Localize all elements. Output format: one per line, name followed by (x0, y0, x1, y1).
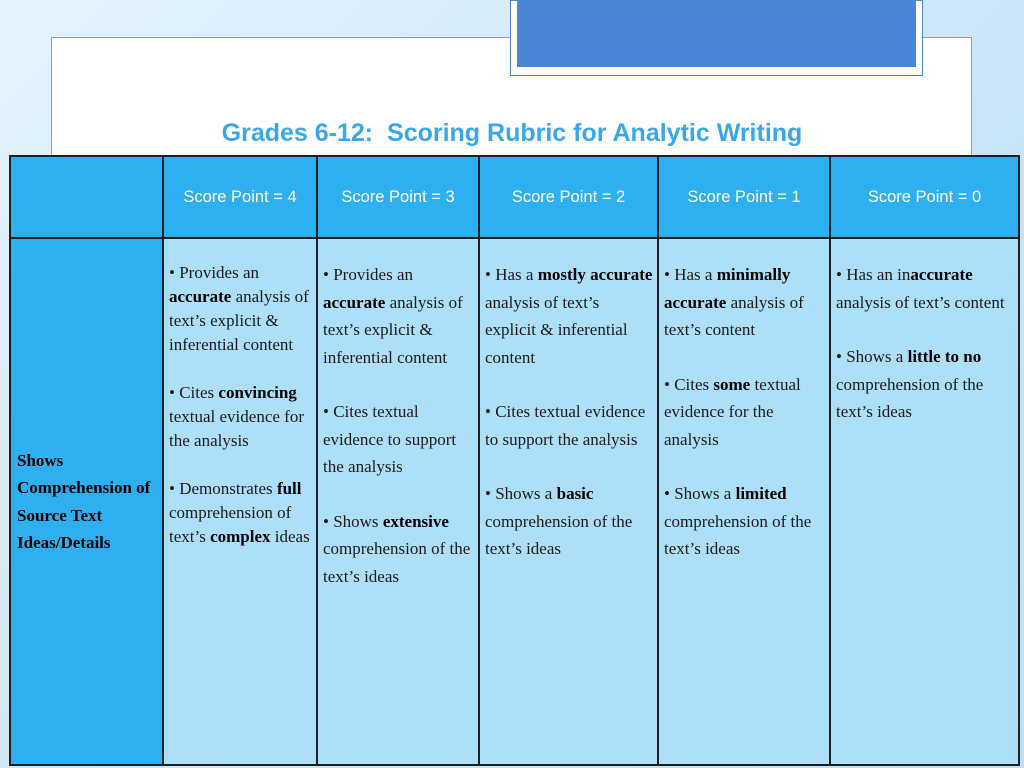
emphasis-text: convincing (218, 383, 297, 402)
criterion-bullet (323, 508, 474, 591)
row-label-comprehension: Shows Comprehension of Source Text Ideas/Details (10, 238, 163, 765)
emphasis-text: accurate (323, 292, 386, 312)
bullet-text: • Shows a (664, 484, 736, 503)
bullet-text: comprehension of the text’s ideas (485, 511, 633, 558)
criterion-bullet (485, 480, 653, 563)
bullet-text: • Has a (664, 265, 717, 284)
header-score-0: Score Point = 0 (830, 156, 1019, 238)
bullet-text: • Has an in (836, 265, 911, 284)
header-score-2: Score Point = 2 (479, 156, 658, 238)
criterion-bullet (323, 261, 474, 371)
criterion-bullet (485, 261, 653, 371)
bullet-text: analysis of text’s content (836, 292, 1005, 312)
criterion-bullet (485, 398, 653, 453)
header-score-1: Score Point = 1 (658, 156, 830, 238)
bullet-text: • Cites (169, 383, 219, 402)
cell-score-1 (658, 238, 830, 765)
cell-score-4 (163, 238, 317, 765)
bullet-text: • Provides an (323, 265, 413, 284)
emphasis-text: full (276, 479, 302, 498)
emphasis-text: mostly accurate (537, 265, 653, 284)
bullet-text: • Cites textual evidence to support the analysis (485, 402, 646, 449)
decorative-banner (510, 0, 923, 76)
criterion-bullet (836, 261, 1014, 316)
bullet-text: comprehension of the text’s ideas (836, 374, 984, 421)
bullet-text: • Provides an (169, 263, 259, 282)
criterion-bullet (664, 371, 825, 454)
criterion-bullet (664, 261, 825, 344)
criterion-bullet (169, 381, 312, 453)
header-score-4: Score Point = 4 (163, 156, 317, 238)
bullet-text: • Shows a (836, 347, 908, 366)
emphasis-text: limited (735, 484, 787, 503)
bullet-text: • Demonstrates (169, 479, 277, 498)
bullet-text: • Shows a (485, 484, 557, 503)
criterion-bullet (323, 398, 474, 481)
bullet-text: analysis of text’s explicit & inferential content (323, 292, 463, 367)
bullet-text: • Has a (485, 265, 538, 284)
emphasis-text: complex (210, 527, 271, 546)
header-score-3: Score Point = 3 (317, 156, 479, 238)
bullet-text: • Shows (323, 511, 383, 531)
emphasis-text: accurate (169, 287, 232, 306)
header-row (10, 156, 1019, 238)
bullet-text: ideas (270, 527, 310, 546)
bullet-text: comprehension of text’s (169, 503, 292, 546)
bullet-text: comprehension of the text’s ideas (664, 511, 812, 558)
bullet-text: analysis of text’s explicit & inferential content (485, 292, 628, 367)
page-title: Grades 6-12: Scoring Rubric for Analytic Writing (221, 119, 803, 147)
bullet-text: textual evidence for the analysis (664, 374, 801, 449)
bullet-text: textual evidence for the analysis (169, 407, 304, 450)
emphasis-text: minimally accurate (664, 265, 791, 312)
cell-score-3 (317, 238, 479, 765)
bullet-text: analysis of text’s content (664, 292, 804, 339)
bullet-text: • Cites textual evidence to support the analysis (323, 402, 457, 476)
criterion-bullet (169, 261, 312, 357)
criterion-bullet (169, 477, 312, 549)
bullet-text: analysis of text’s explicit & inferential content (169, 287, 309, 354)
cell-score-0 (830, 238, 1019, 765)
header-corner-cell (10, 156, 163, 238)
emphasis-text: some (713, 374, 751, 394)
decorative-banner-fill (517, 1, 916, 67)
bullet-text: • Cites (664, 374, 714, 394)
emphasis-text: little to no (907, 347, 982, 366)
criterion-bullet (664, 480, 825, 563)
criterion-bullet (836, 343, 1014, 426)
emphasis-text: extensive (382, 511, 449, 531)
criteria-row (10, 238, 1019, 765)
rubric-table (9, 155, 1020, 766)
emphasis-text: accurate (910, 265, 973, 284)
bullet-text: comprehension of the text’s ideas (323, 539, 471, 586)
cell-score-2 (479, 238, 658, 765)
emphasis-text: basic (556, 484, 594, 503)
